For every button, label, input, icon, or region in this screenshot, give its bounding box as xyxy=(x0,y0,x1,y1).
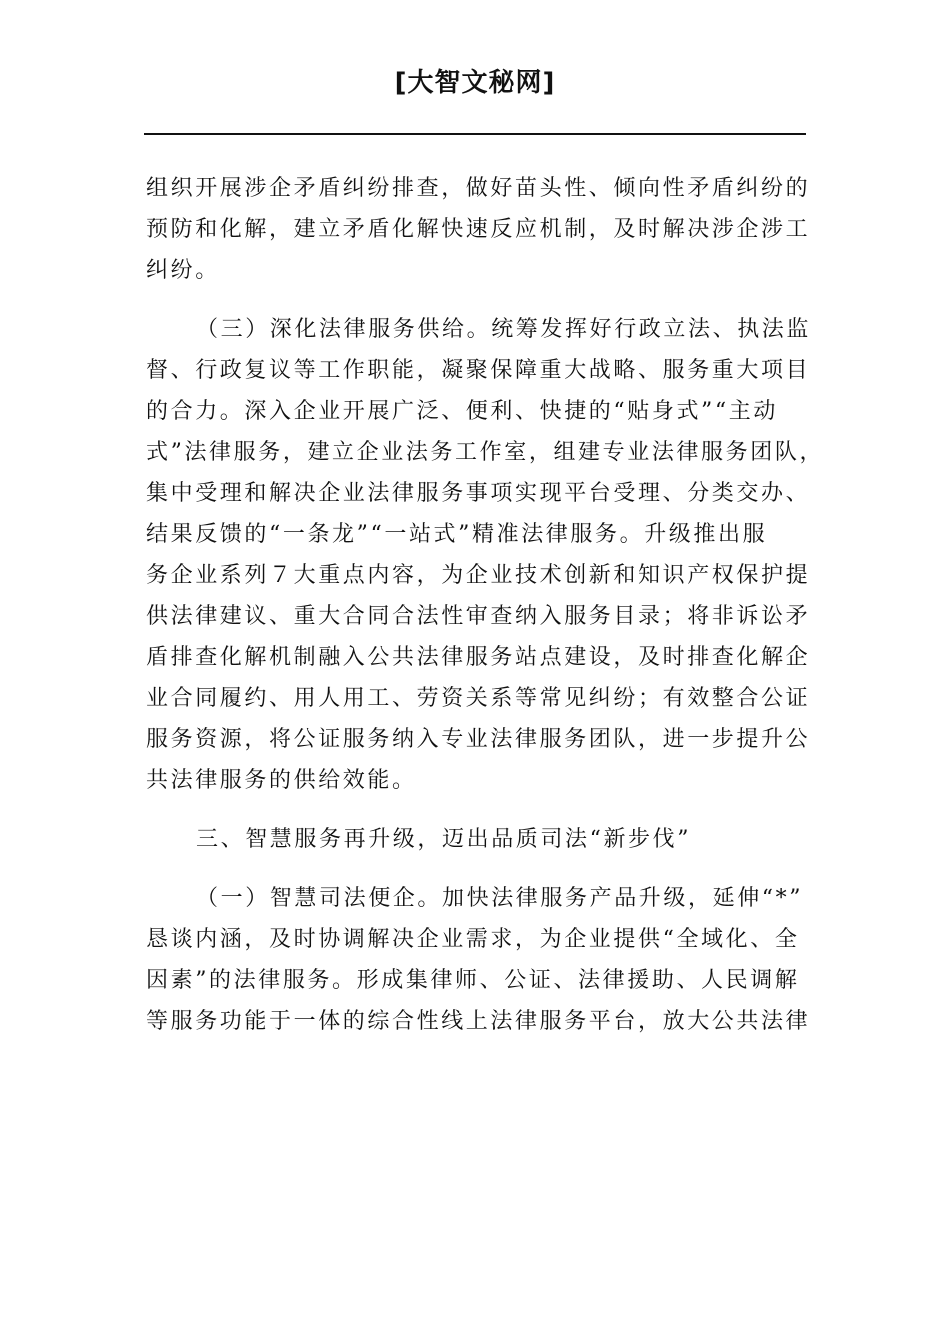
paragraph-2 xyxy=(146,309,825,801)
text-line: 共法律服务的供给效能。 xyxy=(146,768,417,793)
paragraph-1 xyxy=(146,168,811,291)
text-line: 服务资源，将公证服务纳入专业法律服务团队，进一步提升公 xyxy=(146,727,811,752)
text-line: 盾排查化解机制融入公共法律服务站点建设，及时排查化解企 xyxy=(146,645,811,670)
text-line: 务企业系列７大重点内容，为企业技术创新和知识产权保护提 xyxy=(146,563,811,588)
paragraph-3 xyxy=(146,878,811,1042)
text-line: 集中受理和解决企业法律服务事项实现平台受理、分类交办、 xyxy=(146,481,811,506)
text-line: 等服务功能于一体的综合性线上法律服务平台，放大公共法律 xyxy=(146,1009,811,1034)
section-heading: 三、智慧服务再升级，迈出品质司法“新步伐” xyxy=(196,827,692,852)
text-line: 督、行政复议等工作职能，凝聚保障重大战略、服务重大项目 xyxy=(146,358,811,383)
text-line: 预防和化解，建立矛盾化解快速反应机制，及时解决涉企涉工 xyxy=(146,217,811,242)
text-line: 供法律建议、重大合同合法性审查纳入服务目录；将非诉讼矛 xyxy=(146,604,811,629)
header-divider xyxy=(144,133,806,135)
text-line: （三）深化法律服务供给。统筹发挥好行政立法、执法监 xyxy=(196,317,812,342)
text-line: 纠纷。 xyxy=(146,258,220,283)
text-line: 的合力。深入企业开展广泛、便利、快捷的“贴身式”“主动 xyxy=(146,399,778,424)
text-line: 业合同履约、用人用工、劳资关系等常见纠纷；有效整合公证 xyxy=(146,686,811,711)
header-title: [大智文秘网] xyxy=(394,68,556,98)
document-body xyxy=(146,168,825,1042)
text-line: （一）智慧司法便企。加快法律服务产品升级，延伸“*” xyxy=(196,886,804,911)
text-line: 因素”的法律服务。形成集律师、公证、法律援助、人民调解 xyxy=(146,968,800,993)
text-line: 结果反馈的“一条龙”“一站式”精准法律服务。升级推出服 xyxy=(146,522,768,547)
text-line: 组织开展涉企矛盾纠纷排查，做好苗头性、倾向性矛盾纠纷的 xyxy=(146,176,811,201)
text-line: 恳谈内涵，及时协调解决企业需求，为企业提供“全域化、全 xyxy=(146,927,800,952)
text-line: 式”法律服务，建立企业法务工作室，组建专业法律服务团队， xyxy=(146,440,825,465)
